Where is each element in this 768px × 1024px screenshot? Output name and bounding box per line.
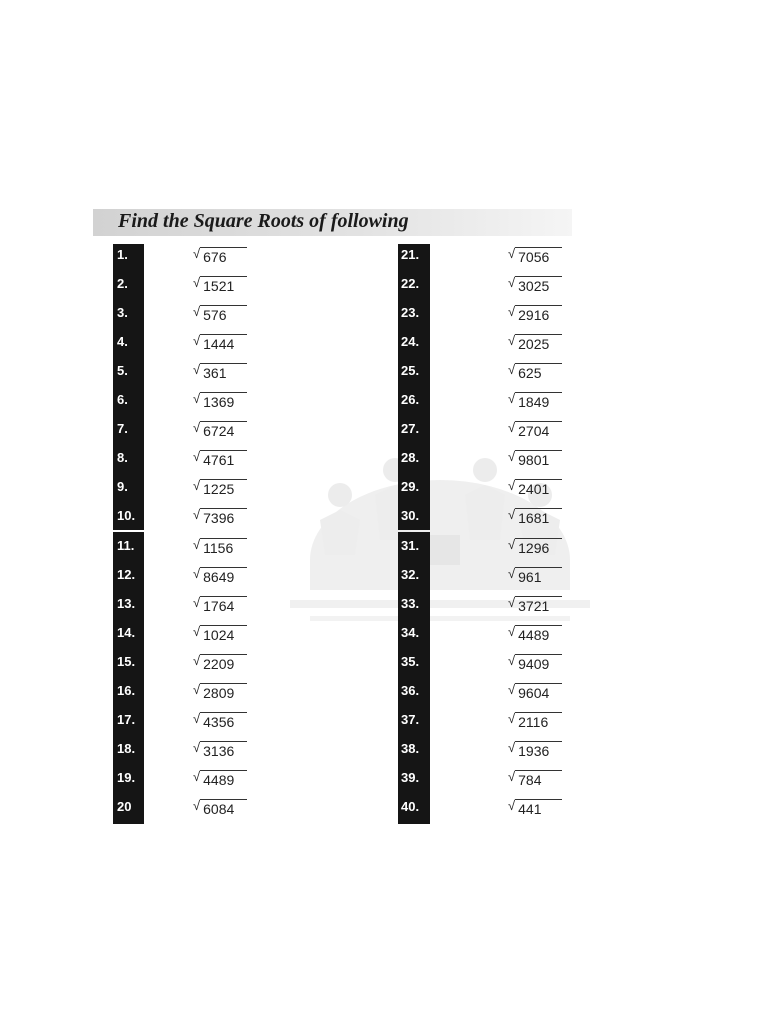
- square-root-expression: [508, 624, 562, 644]
- radical-sign-icon: √: [508, 449, 516, 465]
- square-root-expression: [193, 537, 247, 557]
- square-root-expression: [193, 566, 247, 586]
- square-root-expression: [508, 769, 562, 789]
- question-number: 12.: [117, 566, 136, 582]
- radical-sign-icon: √: [508, 391, 516, 407]
- radical-sign-icon: √: [193, 681, 201, 697]
- radical-sign-icon: √: [508, 594, 516, 610]
- question-number: 24.: [401, 334, 420, 350]
- radicand-value: 1225: [200, 479, 247, 497]
- radicand-value: 1849: [515, 392, 562, 410]
- radicand-value: 4761: [200, 450, 247, 468]
- radicand-value: 3721: [515, 596, 562, 614]
- square-root-expression: [193, 246, 247, 266]
- question-number: 35.: [401, 653, 420, 669]
- radical-sign-icon: √: [508, 565, 516, 581]
- question-number: 10.: [117, 508, 136, 524]
- radical-sign-icon: √: [193, 391, 201, 407]
- radical-sign-icon: √: [193, 565, 201, 581]
- radicand-value: 2704: [515, 421, 562, 439]
- question-number: 1.: [117, 247, 128, 262]
- square-root-expression: [508, 566, 562, 586]
- radicand-value: 9409: [515, 654, 562, 672]
- radicand-value: 2401: [515, 479, 562, 497]
- radicand-value: 961: [515, 567, 562, 585]
- square-root-expression: [508, 362, 562, 382]
- radicand-value: 1296: [515, 538, 562, 556]
- radicand-value: 2025: [515, 334, 562, 352]
- radical-sign-icon: √: [508, 768, 516, 784]
- square-root-expression: [193, 769, 247, 789]
- radical-sign-icon: √: [193, 507, 201, 523]
- square-root-expression: [508, 682, 562, 702]
- question-number: 17.: [117, 711, 136, 727]
- radicand-value: 1369: [200, 392, 247, 410]
- radical-sign-icon: √: [508, 681, 516, 697]
- radical-sign-icon: √: [508, 246, 516, 261]
- question-number: 37.: [401, 711, 420, 727]
- question-number: 15.: [117, 653, 136, 669]
- square-root-expression: [508, 449, 562, 469]
- radical-sign-icon: √: [508, 304, 516, 320]
- question-number: 8.: [117, 450, 128, 466]
- question-number: 3.: [117, 305, 128, 321]
- radicand-value: 6724: [200, 421, 247, 439]
- question-number: 21.: [401, 247, 420, 262]
- radical-sign-icon: √: [193, 652, 201, 668]
- radicand-value: 625: [515, 363, 562, 381]
- radical-sign-icon: √: [193, 362, 201, 378]
- question-number: 27.: [401, 421, 420, 437]
- radical-sign-icon: √: [508, 739, 516, 755]
- radical-sign-icon: √: [193, 246, 201, 261]
- radicand-value: 9604: [515, 683, 562, 701]
- question-number: 14.: [117, 624, 136, 640]
- question-number: 7.: [117, 421, 128, 437]
- square-root-expression: [508, 507, 562, 527]
- radicand-value: 4489: [515, 625, 562, 643]
- radicand-value: 8649: [200, 567, 247, 585]
- radical-sign-icon: √: [193, 449, 201, 465]
- radical-sign-icon: √: [508, 652, 516, 668]
- square-root-expression: [508, 740, 562, 760]
- square-root-expression: [508, 275, 562, 295]
- radicand-value: 3136: [200, 741, 247, 759]
- radical-sign-icon: √: [508, 420, 516, 436]
- question-number: 19.: [117, 769, 136, 785]
- question-number: 32.: [401, 566, 420, 582]
- question-number: 31.: [401, 537, 420, 553]
- square-root-expression: [508, 711, 562, 731]
- radical-sign-icon: √: [193, 623, 201, 639]
- question-number: 36.: [401, 682, 420, 698]
- question-number: 6.: [117, 392, 128, 408]
- radicand-value: 1521: [200, 276, 247, 294]
- square-root-expression: [193, 420, 247, 440]
- radicand-value: 7056: [515, 247, 562, 265]
- radical-sign-icon: √: [193, 275, 201, 291]
- question-number: 4.: [117, 334, 128, 350]
- question-number: 26.: [401, 392, 420, 408]
- square-root-expression: [508, 478, 562, 498]
- question-number: 40.: [401, 798, 420, 814]
- question-number: 18.: [117, 740, 136, 756]
- radicand-value: 4356: [200, 712, 247, 730]
- radical-sign-icon: √: [508, 362, 516, 378]
- question-number: 11.: [117, 537, 135, 553]
- square-root-expression: [508, 246, 562, 266]
- square-root-expression: [193, 362, 247, 382]
- radical-sign-icon: √: [193, 333, 201, 349]
- radicand-value: 1936: [515, 741, 562, 759]
- square-root-expression: [193, 798, 247, 818]
- square-root-expression: [193, 449, 247, 469]
- question-number: 25.: [401, 363, 420, 379]
- square-root-expression: [508, 595, 562, 615]
- square-root-expression: [193, 507, 247, 527]
- question-number: 33.: [401, 595, 420, 611]
- radical-sign-icon: √: [508, 623, 516, 639]
- question-number: 13.: [117, 595, 136, 611]
- question-number: 20: [117, 798, 132, 814]
- radical-sign-icon: √: [508, 478, 516, 494]
- radical-sign-icon: √: [193, 710, 201, 726]
- radicand-value: 441: [515, 799, 562, 817]
- page-title: Find the Square Roots of following: [118, 210, 409, 232]
- square-root-expression: [193, 595, 247, 615]
- square-root-expression: [193, 711, 247, 731]
- question-number: 2.: [117, 276, 128, 292]
- radicand-value: 3025: [515, 276, 562, 294]
- radicand-value: 4489: [200, 770, 247, 788]
- square-root-expression: [508, 304, 562, 324]
- question-number: 34.: [401, 624, 420, 640]
- radicand-value: 1156: [200, 538, 247, 556]
- radical-sign-icon: √: [508, 710, 516, 726]
- radicand-value: 1024: [200, 625, 247, 643]
- square-root-expression: [193, 275, 247, 295]
- question-number: 39.: [401, 769, 420, 785]
- radicand-value: 2916: [515, 305, 562, 323]
- square-root-expression: [508, 420, 562, 440]
- radical-sign-icon: √: [193, 478, 201, 494]
- radicand-value: 2809: [200, 683, 247, 701]
- radicand-value: 6084: [200, 799, 247, 817]
- radicand-value: 1444: [200, 334, 247, 352]
- radicand-value: 1764: [200, 596, 247, 614]
- square-root-expression: [193, 624, 247, 644]
- question-number: 23.: [401, 305, 420, 321]
- square-root-expression: [193, 333, 247, 353]
- radicand-value: 7396: [200, 508, 247, 526]
- radical-sign-icon: √: [508, 797, 516, 813]
- square-root-expression: [508, 798, 562, 818]
- radicand-value: 2209: [200, 654, 247, 672]
- square-root-expression: [508, 391, 562, 411]
- radicand-value: 361: [200, 363, 247, 381]
- title-bar: [93, 209, 572, 236]
- radical-sign-icon: √: [193, 536, 201, 552]
- square-root-expression: [508, 537, 562, 557]
- radical-sign-icon: √: [193, 304, 201, 320]
- radical-sign-icon: √: [508, 507, 516, 523]
- question-number: 28.: [401, 450, 420, 466]
- square-root-expression: [193, 304, 247, 324]
- radical-sign-icon: √: [508, 275, 516, 291]
- question-number: 9.: [117, 479, 128, 495]
- square-root-expression: [193, 478, 247, 498]
- radical-sign-icon: √: [508, 536, 516, 552]
- square-root-expression: [193, 653, 247, 673]
- radicand-value: 1681: [515, 508, 562, 526]
- square-root-expression: [508, 653, 562, 673]
- radical-sign-icon: √: [193, 797, 201, 813]
- question-number: 5.: [117, 363, 128, 379]
- radicand-value: 676: [200, 247, 247, 265]
- radicand-value: 576: [200, 305, 247, 323]
- square-root-expression: [193, 740, 247, 760]
- question-number: 38.: [401, 740, 420, 756]
- question-number: 29.: [401, 479, 420, 495]
- question-number: 22.: [401, 276, 420, 292]
- square-root-expression: [193, 682, 247, 702]
- radical-sign-icon: √: [193, 739, 201, 755]
- question-number: 16.: [117, 682, 136, 698]
- square-root-expression: [508, 333, 562, 353]
- question-number: 30.: [401, 508, 420, 524]
- radical-sign-icon: √: [193, 594, 201, 610]
- radicand-value: 9801: [515, 450, 562, 468]
- radicand-value: 784: [515, 770, 562, 788]
- radical-sign-icon: √: [193, 420, 201, 436]
- radical-sign-icon: √: [193, 768, 201, 784]
- square-root-expression: [193, 391, 247, 411]
- radical-sign-icon: √: [508, 333, 516, 349]
- radicand-value: 2116: [515, 712, 562, 730]
